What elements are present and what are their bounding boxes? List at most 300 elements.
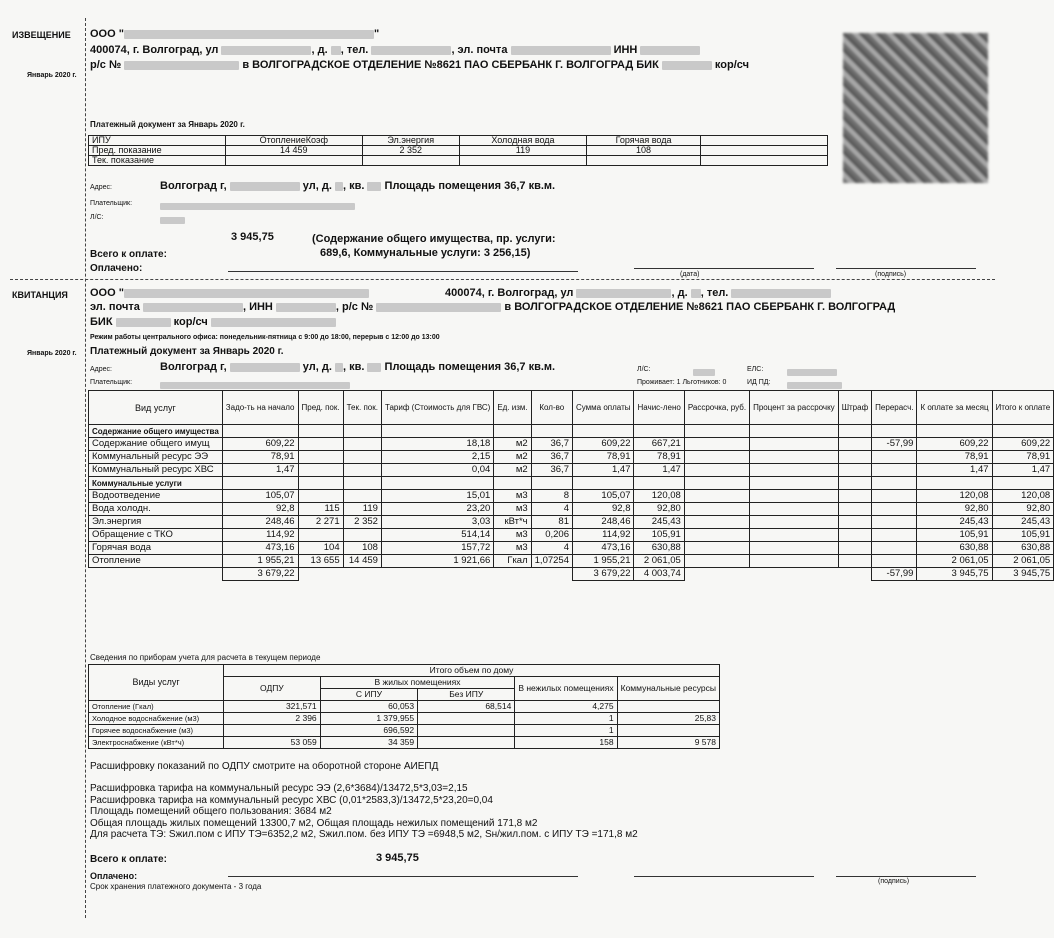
notice-org-line: ООО " " bbox=[90, 28, 380, 40]
notes-block bbox=[90, 761, 638, 840]
table-cell: Гкал bbox=[494, 555, 531, 568]
charges-header-cell: Ед. изм. bbox=[494, 391, 531, 425]
table-cell bbox=[750, 490, 839, 503]
table-cell: 1,47 bbox=[634, 464, 684, 477]
table-cell: 92,80 bbox=[634, 503, 684, 516]
meter-cell bbox=[617, 725, 719, 737]
table-cell: -57,99 bbox=[872, 438, 917, 451]
meters-without-ipu-header: Без ИПУ bbox=[418, 689, 515, 701]
table-cell bbox=[838, 555, 871, 568]
ipu-header-empty bbox=[701, 136, 828, 146]
service-name: Коммунальный ресурс ХВС bbox=[89, 464, 223, 477]
charges-header-cell: Тек. пок. bbox=[343, 391, 381, 425]
table-cell bbox=[298, 529, 343, 542]
totals-row bbox=[89, 568, 1054, 581]
table-cell bbox=[298, 451, 343, 464]
service-name: Коммунальный ресурс ЭЭ bbox=[89, 451, 223, 464]
table-cell bbox=[872, 477, 917, 490]
table-cell: 630,88 bbox=[634, 542, 684, 555]
table-cell: 1,47 bbox=[572, 464, 634, 477]
receipt-els-label: ЕЛС: bbox=[747, 366, 764, 373]
charges-header-cell: Итого к оплате bbox=[992, 391, 1054, 425]
table-cell bbox=[494, 477, 531, 490]
section-label: Содержание общего имущества bbox=[89, 425, 223, 438]
charges-header-cell: Перерасч. bbox=[872, 391, 917, 425]
cut-line-horizontal bbox=[10, 279, 995, 280]
table-cell: 4 bbox=[531, 503, 572, 516]
total-cell: -57,99 bbox=[872, 568, 917, 581]
table-cell: 2 352 bbox=[343, 516, 381, 529]
table-cell: 8 bbox=[531, 490, 572, 503]
table-cell: 1,47 bbox=[917, 464, 992, 477]
table-cell: 609,22 bbox=[222, 438, 298, 451]
table-cell: 14 459 bbox=[343, 555, 381, 568]
ipu-table bbox=[88, 135, 828, 166]
ipu-prev-heating: 14 459 bbox=[226, 146, 363, 156]
meters-table bbox=[88, 664, 720, 749]
charges-header-row bbox=[89, 391, 1054, 425]
ipu-prev-empty bbox=[701, 146, 828, 156]
section-row bbox=[89, 477, 1054, 490]
table-cell bbox=[343, 529, 381, 542]
note-line: Общая площадь жилых помещений 13300,7 м2, Общая площадь нежилых помещений 171,8 м2 bbox=[90, 817, 538, 829]
table-cell bbox=[684, 555, 749, 568]
note-line: Площадь помещений общего пользования: 3684 м2 bbox=[90, 806, 332, 818]
meter-cell: 696,592 bbox=[320, 725, 417, 737]
table-cell: 0,04 bbox=[381, 464, 493, 477]
notice-date-line bbox=[634, 268, 814, 269]
table-cell: 1,07254 bbox=[531, 555, 572, 568]
meter-cell: 4,275 bbox=[515, 701, 617, 713]
ipu-header-cold-water: Холодная вода bbox=[459, 136, 586, 146]
table-cell bbox=[684, 438, 749, 451]
table-cell bbox=[222, 425, 298, 438]
table-cell: м2 bbox=[494, 464, 531, 477]
ipu-prev-cold-water: 119 bbox=[459, 146, 586, 156]
total-cell bbox=[531, 568, 572, 581]
meter-cell: 9 578 bbox=[617, 737, 719, 749]
table-cell: 473,16 bbox=[222, 542, 298, 555]
receipt-sign-line bbox=[836, 876, 976, 877]
ipu-header-electricity: Эл.энергия bbox=[362, 136, 459, 146]
table-cell bbox=[684, 503, 749, 516]
total-cell bbox=[89, 568, 223, 581]
notice-total-amount: 3 945,75 bbox=[231, 231, 274, 243]
table-cell: 609,22 bbox=[572, 438, 634, 451]
ipu-cur-cell bbox=[701, 156, 828, 166]
table-cell: 92,80 bbox=[992, 503, 1054, 516]
meter-row bbox=[89, 701, 720, 713]
table-cell bbox=[343, 438, 381, 451]
receipt-date-line bbox=[634, 876, 814, 877]
meter-cell: 34 359 bbox=[320, 737, 417, 749]
receipt-org-line: ООО " bbox=[90, 287, 369, 299]
receipt-total-label: Всего к оплате: bbox=[90, 854, 167, 865]
table-cell bbox=[298, 490, 343, 503]
table-cell bbox=[684, 451, 749, 464]
table-cell: 630,88 bbox=[992, 542, 1054, 555]
table-cell: 245,43 bbox=[917, 516, 992, 529]
ipu-header-label: ИПУ bbox=[89, 136, 226, 146]
table-cell: 105,07 bbox=[222, 490, 298, 503]
table-cell: 0,206 bbox=[531, 529, 572, 542]
table-row bbox=[89, 529, 1054, 542]
total-cell: 3 679,22 bbox=[572, 568, 634, 581]
receipt-label: КВИТАНЦИЯ bbox=[12, 290, 68, 300]
meter-cell: 321,571 bbox=[224, 701, 321, 713]
table-cell bbox=[531, 425, 572, 438]
table-cell: 78,91 bbox=[572, 451, 634, 464]
receipt-ls-label: Л/С: bbox=[637, 366, 651, 373]
table-cell: 667,21 bbox=[634, 438, 684, 451]
charges-header-cell: К оплате за месяц bbox=[917, 391, 992, 425]
table-cell: 120,08 bbox=[992, 490, 1054, 503]
meters-house-total-header: Итого объем по дому bbox=[224, 665, 720, 677]
receipt-address-label: Адрес: bbox=[90, 366, 112, 373]
table-cell bbox=[917, 477, 992, 490]
table-cell bbox=[298, 464, 343, 477]
notice-period: Январь 2020 г. bbox=[27, 72, 77, 79]
meter-row bbox=[89, 737, 720, 749]
table-cell: 514,14 bbox=[381, 529, 493, 542]
table-cell: м2 bbox=[494, 451, 531, 464]
table-cell bbox=[992, 477, 1054, 490]
table-row bbox=[89, 464, 1054, 477]
table-cell bbox=[838, 529, 871, 542]
table-cell bbox=[872, 503, 917, 516]
meters-nonresidential-header: В нежилых помещениях bbox=[515, 677, 617, 701]
table-cell bbox=[684, 477, 749, 490]
total-cell: 4 003,74 bbox=[634, 568, 684, 581]
table-cell bbox=[838, 425, 871, 438]
table-cell: 120,08 bbox=[917, 490, 992, 503]
table-cell bbox=[992, 425, 1054, 438]
notice-payer-label: Плательщик: bbox=[90, 200, 133, 207]
table-cell bbox=[343, 477, 381, 490]
notice-address-label: Адрес: bbox=[90, 184, 112, 191]
table-cell: 105,91 bbox=[917, 529, 992, 542]
table-cell: 1,47 bbox=[992, 464, 1054, 477]
table-cell: кВт*ч bbox=[494, 516, 531, 529]
charges-header-cell: Вид услуг bbox=[89, 391, 223, 425]
note-line bbox=[90, 772, 638, 783]
meter-row bbox=[89, 725, 720, 737]
receipt-sign-caption: (подпись) bbox=[878, 878, 910, 885]
table-cell: 114,92 bbox=[222, 529, 298, 542]
meter-cell bbox=[418, 737, 515, 749]
meter-service-name: Горячее водоснабжение (м3) bbox=[89, 725, 224, 737]
table-row bbox=[89, 438, 1054, 451]
table-cell: 248,46 bbox=[572, 516, 634, 529]
table-cell bbox=[838, 490, 871, 503]
total-cell: 3 679,22 bbox=[222, 568, 298, 581]
table-cell bbox=[872, 490, 917, 503]
qr-code bbox=[843, 33, 988, 183]
table-cell bbox=[838, 477, 871, 490]
table-row bbox=[89, 451, 1054, 464]
table-cell bbox=[531, 477, 572, 490]
table-cell: 92,80 bbox=[917, 503, 992, 516]
table-cell: 609,22 bbox=[992, 438, 1054, 451]
ipu-cur-cell bbox=[362, 156, 459, 166]
table-cell bbox=[572, 425, 634, 438]
receipt-period: Январь 2020 г. bbox=[27, 350, 77, 357]
note-line: Расшифровку показаний по ОДПУ смотрите на оборотной стороне АИЕПД bbox=[90, 761, 439, 772]
table-cell bbox=[917, 425, 992, 438]
notice-bleed-through bbox=[380, 210, 990, 219]
charges-body bbox=[89, 425, 1054, 581]
meters-communal-header: Коммунальные ресурсы bbox=[617, 677, 719, 701]
table-cell bbox=[750, 542, 839, 555]
meters-with-ipu-header: С ИПУ bbox=[320, 689, 417, 701]
table-cell bbox=[381, 425, 493, 438]
service-name: Отопление bbox=[89, 555, 223, 568]
service-name: Вода холодн. bbox=[89, 503, 223, 516]
table-cell: 248,46 bbox=[222, 516, 298, 529]
table-cell: 115 bbox=[298, 503, 343, 516]
ipu-header-heating: ОтоплениеКоэф bbox=[226, 136, 363, 146]
table-cell: 78,91 bbox=[992, 451, 1054, 464]
note-line: Для расчета ТЭ: Sжил.пом с ИПУ ТЭ=6352,2 м2, Sжил.пом. без ИПУ ТЭ =6948,5 м2, Sн/жил.пом. с ИПУ ТЭ =171,8 м2 bbox=[90, 829, 638, 841]
table-cell bbox=[684, 542, 749, 555]
table-cell: 105,07 bbox=[572, 490, 634, 503]
table-cell: 13 655 bbox=[298, 555, 343, 568]
table-cell: 36,7 bbox=[531, 451, 572, 464]
table-cell: 15,01 bbox=[381, 490, 493, 503]
meter-cell: 53 059 bbox=[224, 737, 321, 749]
table-cell bbox=[750, 425, 839, 438]
notice-doc-title: Платежный документ за Январь 2020 г. bbox=[90, 120, 245, 129]
table-cell bbox=[750, 464, 839, 477]
meter-service-name: Отопление (Гкал) bbox=[89, 701, 224, 713]
receipt-paid-label: Оплачено: bbox=[90, 871, 138, 881]
cut-line-vertical bbox=[85, 18, 86, 918]
table-cell: 120,08 bbox=[634, 490, 684, 503]
table-cell: 1 955,21 bbox=[222, 555, 298, 568]
table-cell: 1 921,66 bbox=[381, 555, 493, 568]
table-cell: 630,88 bbox=[917, 542, 992, 555]
table-cell: м3 bbox=[494, 529, 531, 542]
table-cell bbox=[838, 542, 871, 555]
table-cell bbox=[343, 490, 381, 503]
table-cell: 2 061,05 bbox=[992, 555, 1054, 568]
table-cell: 78,91 bbox=[917, 451, 992, 464]
charges-header-cell: Сумма оплаты bbox=[572, 391, 634, 425]
ipu-cur-cell bbox=[226, 156, 363, 166]
ipu-cur-cell bbox=[459, 156, 586, 166]
table-cell bbox=[750, 555, 839, 568]
table-cell bbox=[381, 477, 493, 490]
table-row bbox=[89, 503, 1054, 516]
charges-header-cell: Начис-лено bbox=[634, 391, 684, 425]
table-cell bbox=[750, 477, 839, 490]
table-cell: 105,91 bbox=[634, 529, 684, 542]
total-cell bbox=[381, 568, 493, 581]
ipu-cur-cell bbox=[587, 156, 701, 166]
notice-sign-caption: (подпись) bbox=[875, 271, 907, 278]
notice-address-line: 400074, г. Волгоград, ул , д. , тел. , эл. почта ИНН bbox=[90, 44, 700, 56]
meters-odpu-header: ОДПУ bbox=[224, 677, 321, 701]
meters-kind-header: Виды услуг bbox=[89, 665, 224, 701]
table-cell: 92,8 bbox=[572, 503, 634, 516]
table-cell bbox=[838, 438, 871, 451]
table-cell bbox=[684, 464, 749, 477]
table-cell bbox=[750, 529, 839, 542]
receipt-address-line: 400074, г. Волгоград, ул , д. , тел. bbox=[445, 287, 831, 299]
table-cell bbox=[872, 451, 917, 464]
table-cell bbox=[838, 516, 871, 529]
total-cell bbox=[838, 568, 871, 581]
table-row bbox=[89, 555, 1054, 568]
note-line: Расшифровка тарифа на коммунальный ресурс ХВС (0,01*2583,3)/13472,5*23,20=0,04 bbox=[90, 794, 493, 806]
table-cell: 245,43 bbox=[992, 516, 1054, 529]
notice-address: Волгоград г, ул, д. , кв. Площадь помещения 36,7 кв.м. bbox=[160, 180, 556, 192]
table-cell bbox=[872, 464, 917, 477]
notice-ls-label: Л/С: bbox=[90, 214, 104, 221]
meter-service-name: Холодное водоснабжение (м3) bbox=[89, 713, 224, 725]
meters-title: Сведения по приборам учета для расчета в текущем периоде bbox=[90, 653, 321, 662]
service-name: Водоотведение bbox=[89, 490, 223, 503]
total-cell bbox=[494, 568, 531, 581]
table-cell bbox=[838, 451, 871, 464]
total-cell bbox=[298, 568, 343, 581]
meter-cell: 1 bbox=[515, 713, 617, 725]
table-cell: м2 bbox=[494, 438, 531, 451]
table-cell: 36,7 bbox=[531, 438, 572, 451]
service-name: Эл.энергия bbox=[89, 516, 223, 529]
table-cell: 245,43 bbox=[634, 516, 684, 529]
total-cell: 3 945,75 bbox=[992, 568, 1054, 581]
receipt-total-amount: 3 945,75 bbox=[376, 852, 419, 864]
ipu-prev-label: Пред. показание bbox=[89, 146, 226, 156]
note-line: Расшифровка тарифа на коммунальный ресурс ЭЭ (2,6*3684)/13472,5*3,03=2,15 bbox=[90, 783, 468, 795]
table-cell: 108 bbox=[343, 542, 381, 555]
table-cell bbox=[872, 425, 917, 438]
table-cell bbox=[684, 490, 749, 503]
table-cell: 114,92 bbox=[572, 529, 634, 542]
receipt-contacts-line: эл. почта , ИНН , р/с № в ВОЛГОГРАДСКОЕ ОТДЕЛЕНИЕ №8621 ПАО СБЕРБАНК Г. ВОЛГОГРАД bbox=[90, 301, 896, 313]
charges-header-cell: Тариф (Стоимость для ГВС) bbox=[381, 391, 493, 425]
meter-row bbox=[89, 713, 720, 725]
charges-header-cell: Кол-во bbox=[531, 391, 572, 425]
meter-cell: 68,514 bbox=[418, 701, 515, 713]
table-cell: 4 bbox=[531, 542, 572, 555]
table-cell bbox=[572, 477, 634, 490]
table-cell: 78,91 bbox=[634, 451, 684, 464]
meter-cell: 60,053 bbox=[320, 701, 417, 713]
table-cell bbox=[494, 425, 531, 438]
total-cell bbox=[343, 568, 381, 581]
table-cell: 36,7 bbox=[531, 464, 572, 477]
table-cell: 78,91 bbox=[222, 451, 298, 464]
notice-sign-line bbox=[836, 268, 976, 269]
total-cell bbox=[750, 568, 839, 581]
table-cell bbox=[634, 477, 684, 490]
table-cell bbox=[343, 464, 381, 477]
ipu-header-hot-water: Горячая вода bbox=[587, 136, 701, 146]
charges-header-cell: Штраф bbox=[838, 391, 871, 425]
receipt-bik-line: БИК кор/сч bbox=[90, 316, 336, 328]
table-cell bbox=[872, 516, 917, 529]
receipt-id-label: ИД ПД: bbox=[747, 379, 771, 386]
table-cell: 609,22 bbox=[917, 438, 992, 451]
table-cell: 1,47 bbox=[222, 464, 298, 477]
table-cell: 473,16 bbox=[572, 542, 634, 555]
table-cell: 157,72 bbox=[381, 542, 493, 555]
table-cell: 18,18 bbox=[381, 438, 493, 451]
table-cell bbox=[298, 425, 343, 438]
section-row bbox=[89, 425, 1054, 438]
table-cell: 3,03 bbox=[381, 516, 493, 529]
table-cell: м3 bbox=[494, 542, 531, 555]
table-cell: м3 bbox=[494, 503, 531, 516]
table-cell: 2,15 bbox=[381, 451, 493, 464]
table-cell bbox=[750, 438, 839, 451]
table-cell bbox=[634, 425, 684, 438]
meter-cell: 1 bbox=[515, 725, 617, 737]
charges-header-cell: Пред. пок. bbox=[298, 391, 343, 425]
table-cell bbox=[222, 477, 298, 490]
notice-label: ИЗВЕЩЕНИЕ bbox=[12, 30, 71, 40]
receipt-residents: Проживает: 1 Льготников: 0 bbox=[637, 379, 727, 386]
receipt-paid-line bbox=[228, 876, 578, 877]
table-cell: 2 061,05 bbox=[634, 555, 684, 568]
table-cell: 23,20 bbox=[381, 503, 493, 516]
meter-service-name: Электроснабжение (кВт*ч) bbox=[89, 737, 224, 749]
receipt-address: Волгоград г, ул, д. , кв. Площадь помещения 36,7 кв.м. bbox=[160, 361, 556, 373]
table-cell: 2 271 bbox=[298, 516, 343, 529]
meters-residential-header: В жилых помещениях bbox=[320, 677, 515, 689]
table-row bbox=[89, 490, 1054, 503]
table-cell: 104 bbox=[298, 542, 343, 555]
total-cell bbox=[684, 568, 749, 581]
meter-cell bbox=[617, 701, 719, 713]
notice-total-note-1: (Содержание общего имущества, пр. услуги: bbox=[312, 233, 556, 245]
service-name: Горячая вода bbox=[89, 542, 223, 555]
table-cell bbox=[298, 438, 343, 451]
meter-cell: 1 379,955 bbox=[320, 713, 417, 725]
table-cell: 105,91 bbox=[992, 529, 1054, 542]
notice-payer-redacted bbox=[160, 198, 355, 216]
notice-bank-line: р/с № в ВОЛГОГРАДСКОЕ ОТДЕЛЕНИЕ №8621 ПАО СБЕРБАНК Г. ВОЛГОГРАД БИК кор/сч bbox=[90, 59, 749, 71]
meter-cell bbox=[418, 713, 515, 725]
table-cell: 92,8 bbox=[222, 503, 298, 516]
table-cell bbox=[838, 464, 871, 477]
table-row bbox=[89, 542, 1054, 555]
table-cell: м3 bbox=[494, 490, 531, 503]
receipt-office-hours: Режим работы центрального офиса: понедельник-пятница с 9:00 до 18:00, перерыв с 12:00 до 13:00 bbox=[90, 334, 440, 341]
service-name: Обращение с ТКО bbox=[89, 529, 223, 542]
section-label: Коммунальные услуги bbox=[89, 477, 223, 490]
table-cell bbox=[684, 516, 749, 529]
ipu-prev-hot-water: 108 bbox=[587, 146, 701, 156]
table-cell: 81 bbox=[531, 516, 572, 529]
table-row bbox=[89, 516, 1054, 529]
meter-cell: 2 396 bbox=[224, 713, 321, 725]
notice-paid-line bbox=[228, 271, 578, 272]
charges-header-cell: Процент за рассрочку bbox=[750, 391, 839, 425]
charges-header-cell: Задо-ть на начало bbox=[222, 391, 298, 425]
table-cell bbox=[750, 451, 839, 464]
service-name: Содержание общего имущ bbox=[89, 438, 223, 451]
table-cell bbox=[343, 425, 381, 438]
ipu-prev-electricity: 2 352 bbox=[362, 146, 459, 156]
receipt-doc-title: Платежный документ за Январь 2020 г. bbox=[90, 346, 284, 357]
receipt-payer-label: Плательщик: bbox=[90, 379, 133, 386]
table-cell: 119 bbox=[343, 503, 381, 516]
table-cell bbox=[872, 555, 917, 568]
charges-table bbox=[88, 390, 1054, 581]
